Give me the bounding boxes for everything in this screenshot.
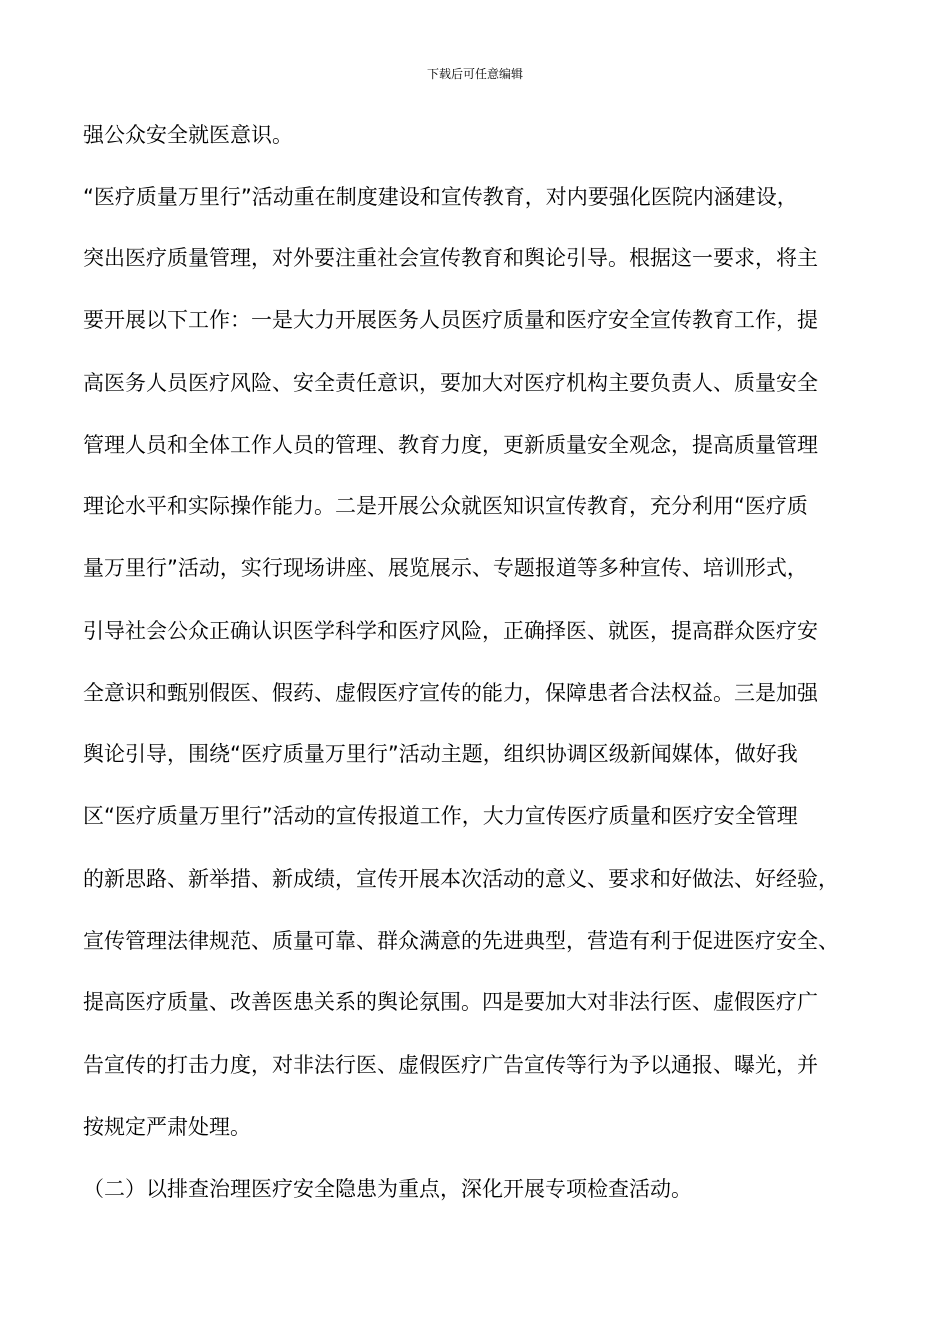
text-line: 引导社会公众正确认识医学科学和医疗风险，正确择医、就医，提高群众医疗安	[83, 619, 818, 643]
text-line: 告宣传的打击力度，对非法行医、虚假医疗广告宣传等行为予以通报、曝光，并	[83, 1053, 818, 1077]
text-line: “医疗质量万里行”活动重在制度建设和宣传教育，对内要强化医院内涵建设，	[83, 185, 798, 209]
text-line: 强公众安全就医意识。	[83, 123, 293, 147]
text-line: 的新思路、新举措、新成绩，宣传开展本次活动的意义、要求和好做法、好经验，	[83, 867, 839, 891]
text-line: 全意识和甄别假医、假药、虚假医疗宣传的能力，保障患者合法权益。三是加强	[83, 681, 818, 705]
text-line: 要开展以下工作：一是大力开展医务人员医疗质量和医疗安全宣传教育工作，提	[83, 308, 818, 332]
text-line: 舆论引导，围绕“医疗质量万里行”活动主题，组织协调区级新闻媒体，做好我	[83, 742, 798, 766]
text-line: 提高医疗质量、改善医患关系的舆论氛围。四是要加大对非法行医、虚假医疗广	[83, 990, 818, 1014]
text-line: 区“医疗质量万里行”活动的宣传报道工作，大力宣传医疗质量和医疗安全管理	[83, 804, 798, 828]
text-line: 按规定严肃处理。	[83, 1115, 251, 1139]
section-heading: （二）以排查治理医疗安全隐患为重点，深化开展专项检查活动。	[83, 1177, 692, 1201]
text-line: 管理人员和全体工作人员的管理、教育力度，更新质量安全观念，提高质量管理	[83, 433, 818, 457]
text-line: 突出医疗质量管理，对外要注重社会宣传教育和舆论引导。根据这一要求，将主	[83, 246, 818, 270]
text-line: 宣传管理法律规范、质量可靠、群众满意的先进典型，营造有利于促进医疗安全、	[83, 929, 839, 953]
text-line: 量万里行”活动，实行现场讲座、展览展示、专题报道等多种宣传、培训形式，	[83, 556, 808, 580]
text-line: 高医务人员医疗风险、安全责任意识，要加大对医疗机构主要负责人、质量安全	[83, 371, 818, 395]
page-header: 下载后可任意编辑	[426, 67, 523, 81]
text-line: 理论水平和实际操作能力。二是开展公众就医知识宣传教育，充分利用“医疗质	[83, 494, 808, 518]
